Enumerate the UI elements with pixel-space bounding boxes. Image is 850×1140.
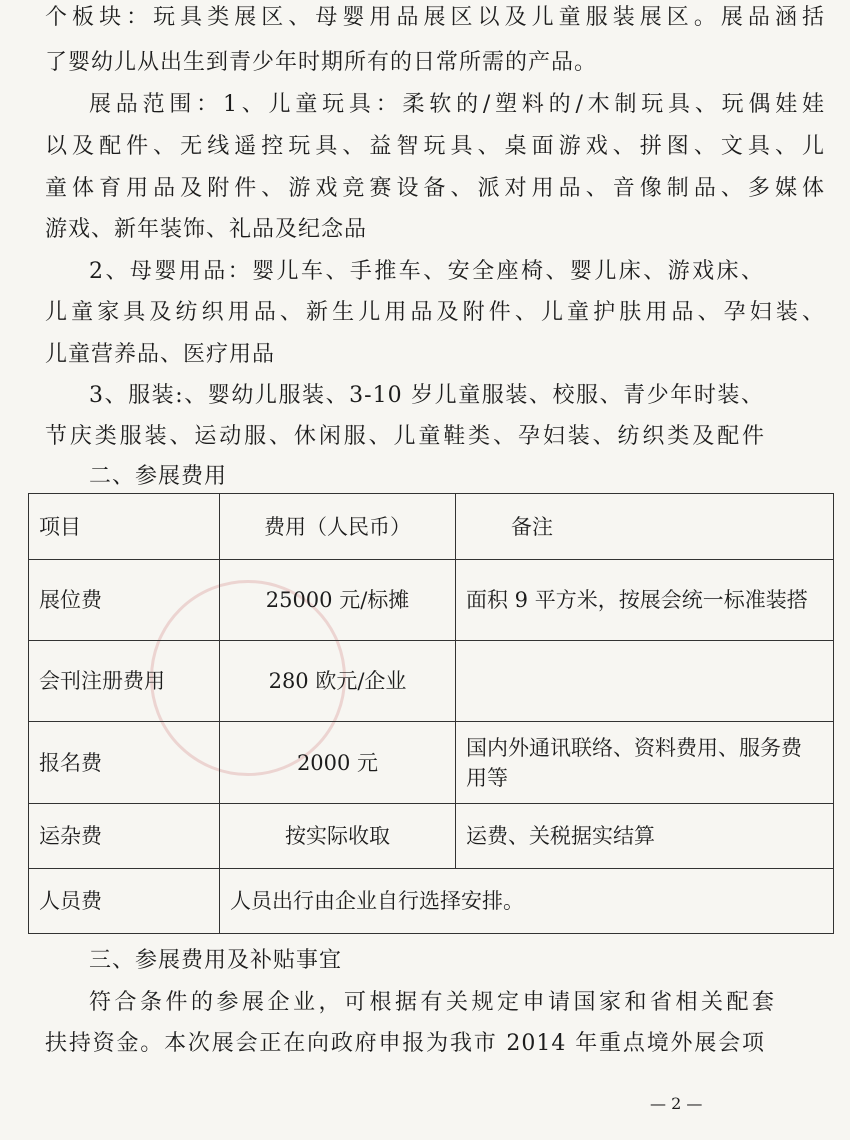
paragraph-line: 展品范围：1、儿童玩具：柔软的/塑料的/木制玩具、玩偶娃娃 (89, 92, 825, 117)
table-cell: 280 欧元/企业 (220, 641, 456, 722)
table-cell (456, 641, 834, 722)
paragraph-line: 游戏、新年装饰、礼品及纪念品 (45, 217, 368, 242)
table-cell: 展位费 (29, 560, 220, 641)
paragraph-line: 儿童营养品、医疗用品 (45, 342, 276, 367)
table-header-cell: 备注 (456, 494, 834, 560)
paragraph-line: 节庆类服装、运动服、休闲服、儿童鞋类、孕妇装、纺织类及配件 (45, 424, 765, 449)
table-cell-line: 用等 (466, 765, 508, 790)
paragraph-line: 了婴幼儿从出生到青少年时期所有的日常所需的产品。 (45, 50, 598, 75)
paragraph-line: 童体育用品及附件、游戏竞赛设备、派对用品、音像制品、多媒体 (45, 176, 825, 201)
paragraph-line: 2、母婴用品：婴儿车、手推车、安全座椅、婴儿床、游戏床、 (89, 259, 764, 284)
paragraph-line: 个板块：玩具类展区、母婴用品展区以及儿童服装展区。展品涵括 (45, 5, 825, 30)
table-row (29, 560, 834, 641)
section-heading-fees: 二、参展费用 (89, 464, 228, 489)
table-row (29, 641, 834, 722)
table-row (29, 722, 834, 804)
table-cell: 会刊注册费用 (29, 641, 220, 722)
table-row (29, 869, 834, 934)
paragraph-line: 扶持资金。本次展会正在向政府申报为我市 2014 年重点境外展会项 (45, 1031, 765, 1056)
fee-table (28, 493, 834, 934)
table-header-cell: 项目 (29, 494, 220, 560)
section-heading-subsidy: 三、参展费用及补贴事宜 (89, 948, 343, 973)
paragraph-line: 儿童家具及纺织用品、新生儿用品及附件、儿童护肤用品、孕妇装、 (45, 300, 825, 325)
table-cell: 报名费 (29, 722, 220, 804)
table-cell: 25000 元/标摊 (220, 560, 456, 641)
table-row (29, 804, 834, 869)
table-header-row (29, 494, 834, 560)
page-number: — 2 — (650, 1094, 703, 1113)
table-cell (456, 722, 834, 804)
paragraph-line: 3、服装:、婴幼儿服装、3-10 岁儿童服装、校服、青少年时装、 (89, 383, 764, 408)
table-cell: 运杂费 (29, 804, 220, 869)
table-cell: 人员出行由企业自行选择安排。 (220, 869, 834, 934)
table-cell-line: 国内外通讯联络、资料费用、服务费 (466, 735, 802, 760)
paragraph-line: 符合条件的参展企业，可根据有关规定申请国家和省相关配套 (89, 990, 775, 1015)
table-cell: 人员费 (29, 869, 220, 934)
paragraph-line: 以及配件、无线遥控玩具、益智玩具、桌面游戏、拼图、文具、儿 (45, 134, 825, 159)
table-cell: 面积 9 平方米，按展会统一标准装搭 (456, 560, 834, 641)
table-header-cell: 费用（人民币） (220, 494, 456, 560)
table-cell: 运费、关税据实结算 (456, 804, 834, 869)
table-cell: 按实际收取 (220, 804, 456, 869)
table-cell: 2000 元 (220, 722, 456, 804)
